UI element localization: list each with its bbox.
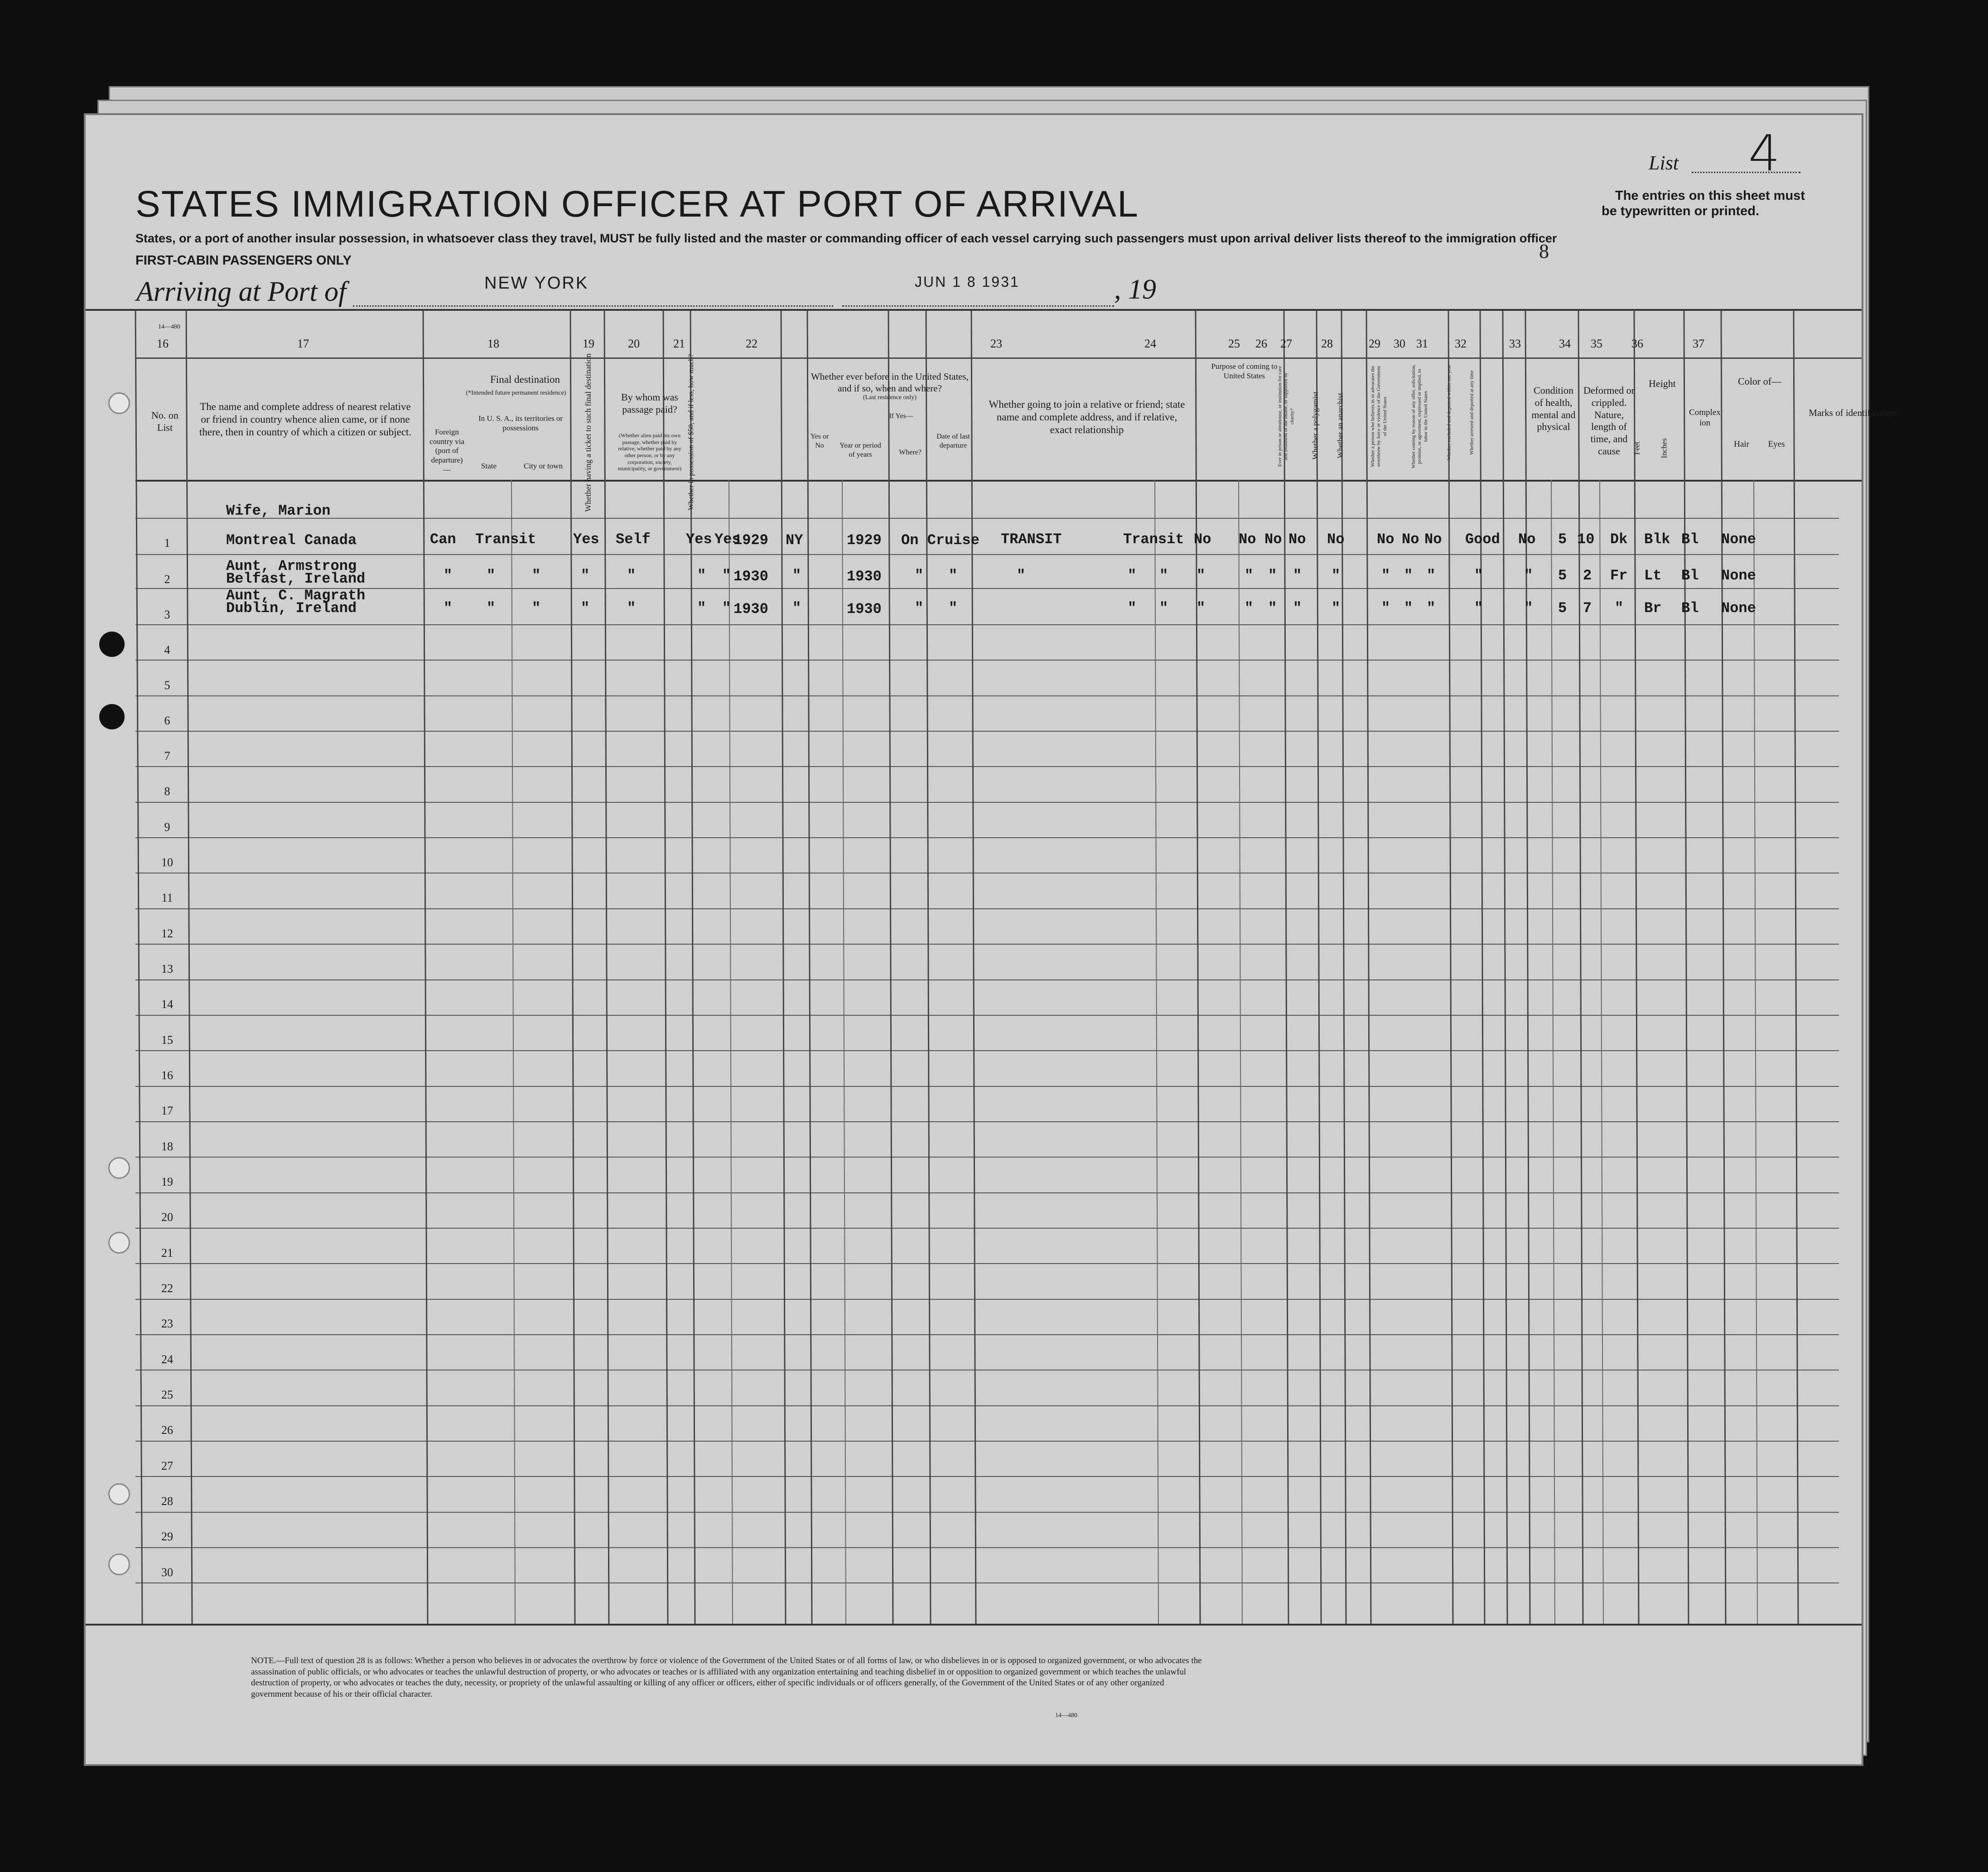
entry-3-ditto-purpose-a: ": [1128, 600, 1137, 617]
entry-2-ditto-join-a: ": [915, 567, 924, 584]
entry-2-hair: Lt: [1644, 567, 1662, 584]
col-36-sub-eyes: Eyes: [1768, 439, 1785, 449]
row-number: 7: [164, 749, 170, 762]
col-28-header: Whether a person who believes in or advocates the overthrow by force or violence of the Government of the United States: [1370, 366, 1388, 467]
row-number: 29: [161, 1530, 173, 1543]
entry-2-inches: 2: [1583, 567, 1592, 584]
row-number: 28: [161, 1495, 173, 1508]
entry-3-year: 1930: [733, 601, 768, 618]
entry-2-relative-name: Aunt, Armstrong: [226, 558, 357, 574]
entry-1-prison: No: [1239, 531, 1256, 548]
col-21-header: Whether in possession of $50, and if less, how much?: [687, 354, 695, 510]
entry-2-ditto-anarchist: ": [1293, 567, 1302, 584]
col-22-sub-year: Year or period of years: [840, 442, 881, 458]
entry-3-eyes: Bl: [1681, 600, 1699, 617]
col-20-header: By whom was passage paid?: [621, 391, 678, 415]
col-22-sub-where: Where?: [899, 449, 922, 456]
col-18-sub-state: State: [481, 462, 497, 470]
binder-hole: [99, 632, 125, 657]
entry-3-ditto-where: ": [792, 600, 801, 617]
row-number: 13: [161, 962, 173, 975]
entry-2-feet: 5: [1558, 567, 1567, 584]
row-number: 27: [161, 1459, 173, 1472]
entry-3-relative-name: Aunt, C. Magrath: [226, 587, 366, 604]
binder-hole: [108, 392, 130, 414]
col-22-note: (Last residence only): [863, 394, 917, 401]
col-31-number: 31: [1416, 337, 1428, 350]
entry-1-polygamist: No: [1264, 531, 1282, 548]
entry-1-relative-name: Wife, Marion: [226, 502, 331, 519]
col-20-number: 20: [628, 337, 640, 350]
entry-3-last-departure: 1930: [847, 601, 882, 618]
entry-1-health: Good: [1465, 531, 1500, 548]
col-34-header: Height: [1649, 378, 1676, 389]
col-37-number: 37: [1693, 337, 1704, 350]
col-34-sub-feet: Feet: [1632, 441, 1641, 455]
row-number: 30: [161, 1566, 173, 1579]
col-18-header: Final destination: [490, 374, 560, 385]
col-33-number: 33: [1509, 337, 1521, 350]
arriving-label: Arriving at Port of: [136, 276, 347, 307]
entry-3-ditto-excluded: ": [1404, 600, 1413, 617]
entry-1-purpose-b: No: [1194, 531, 1211, 548]
entry-3-ditto-purpose-b: ": [1159, 600, 1168, 617]
typewritten-note-1: The entries on this sheet must: [1615, 188, 1805, 203]
row-number: 20: [161, 1211, 173, 1224]
entry-2-ditto-city: ": [532, 567, 541, 584]
col-16-header: No. on List: [151, 410, 179, 433]
entry-3-ditto-money: ": [697, 600, 706, 617]
entry-1-foreign-country: Can: [430, 531, 456, 548]
entry-1-marks: None: [1721, 531, 1756, 548]
col-17-number: 17: [297, 337, 309, 350]
col-16-number: 16: [157, 337, 169, 350]
binder-hole: [108, 1232, 130, 1254]
row-number: 18: [161, 1140, 173, 1153]
entry-2-ditto-where: ": [792, 567, 801, 584]
col-24-header: Purpose of coming to United States: [1211, 362, 1278, 380]
entry-2-relative-address: Belfast, Ireland: [226, 570, 366, 587]
col-25-header: Ever in prison or almshouse, or institution for care and treatment of the insane, or supported by charity?: [1277, 366, 1295, 467]
entry-1-excluded: No: [1402, 531, 1419, 548]
entry-3-ditto-before: ": [722, 600, 731, 617]
col-22-if-yes: If Yes—: [889, 412, 913, 420]
entry-1-anarchist: No: [1288, 531, 1306, 548]
entry-2-eyes: Bl: [1681, 567, 1699, 584]
row-number: 1: [164, 536, 170, 550]
form-number-bottom: 14—480: [1055, 1712, 1077, 1719]
row-number: 19: [161, 1175, 173, 1188]
entry-3-ditto-join-a: ": [915, 600, 924, 617]
row-number: 16: [161, 1069, 173, 1082]
row-number: 9: [164, 820, 170, 834]
entry-3-complexion: ": [1615, 600, 1624, 617]
col-19-header: Whether having a ticket to such final destination: [584, 353, 593, 512]
entry-2-ditto-join-c: ": [1017, 567, 1026, 584]
list-label: List: [1649, 152, 1679, 174]
year-prefix: , 19: [1114, 274, 1156, 305]
entry-3-marks: None: [1721, 600, 1756, 617]
col-18-sub-foreign: Foreign country via (port of departure)—: [429, 428, 464, 474]
row-number: 17: [161, 1104, 173, 1117]
col-29-header: Whether coming by reason of any offer, solicitation, promise, or agreement, expressed or implied, to labor in the United States: [1410, 364, 1428, 469]
entry-3-ditto-overthrow: ": [1332, 600, 1341, 617]
entry-1-paid-by: Self: [616, 531, 651, 548]
col-36-sub-hair: Hair: [1734, 439, 1749, 449]
entry-3-ditto-state: ": [487, 600, 496, 617]
row-number: 11: [161, 891, 173, 904]
entry-1-complexion: Dk: [1610, 531, 1628, 548]
date-stamp: JUN 1 8 1931: [915, 274, 1020, 290]
row-number: 8: [164, 785, 170, 798]
col-18-sub-usa: In U. S. A., its territories or possessions: [478, 414, 563, 432]
col-32-header: Condition of health, mental and physical: [1531, 385, 1576, 433]
binder-hole: [108, 1157, 130, 1179]
entry-1-purpose-a: Transit: [1123, 531, 1184, 548]
entry-1-last-departure: 1929: [847, 532, 882, 549]
entry-1-joining-a: On Cruise: [901, 532, 980, 549]
port-stamp: NEW YORK: [484, 274, 589, 293]
entry-2-ditto-labor: ": [1381, 567, 1390, 584]
row-number: 25: [161, 1388, 173, 1401]
col-22-number: 22: [746, 337, 758, 350]
entry-3-ditto-health: ": [1474, 600, 1483, 617]
entry-1-relative-address: Montreal Canada: [226, 532, 357, 549]
entry-3-feet: 5: [1558, 600, 1567, 617]
entry-1-joining-b: TRANSIT: [1001, 531, 1062, 548]
binder-hole: [108, 1483, 130, 1505]
entry-2-ditto-purpose-b: ": [1159, 567, 1168, 584]
entry-1-money: Yes: [686, 531, 712, 548]
grid-lines: [86, 115, 1862, 1764]
col-36-number: 36: [1631, 337, 1643, 350]
entry-1-hair: Blk: [1644, 531, 1670, 548]
row-number: 21: [161, 1246, 173, 1259]
row-number: 26: [161, 1423, 173, 1437]
col-19-number: 19: [583, 337, 594, 350]
entry-2-ditto-health: ": [1474, 567, 1483, 584]
entry-2-ditto-money: ": [697, 567, 706, 584]
col-18-number: 18: [487, 337, 499, 350]
row-number: 4: [164, 643, 170, 656]
entry-2-ditto-country: ": [444, 567, 453, 584]
class-line: FIRST-CABIN PASSENGERS ONLY: [135, 253, 352, 268]
row-number: 6: [164, 714, 170, 727]
col-26-header: Whether a polygamist: [1311, 391, 1320, 460]
col-17-header: The name and complete address of nearest relative or friend in country whence alien came, or if none there, then in country of which a citizen or subject.: [199, 401, 412, 438]
entry-3-ditto-prison: ": [1245, 600, 1254, 617]
col-25-number: 25: [1228, 337, 1240, 350]
entry-3-inches: 7: [1583, 600, 1592, 617]
col-34-number: 34: [1559, 337, 1571, 350]
entry-1-deformed: No: [1518, 531, 1536, 548]
row-number: 15: [161, 1033, 173, 1047]
entry-3-ditto-deformed: ": [1524, 600, 1533, 617]
entry-1-before-us: Yes: [714, 531, 741, 548]
entry-2-ditto-join-b: ": [949, 567, 958, 584]
col-36-header: Color of—: [1738, 376, 1781, 387]
typewritten-note-2: be typewritten or printed.: [1602, 204, 1760, 218]
col-20-note: (Whether alien paid his own passage, whether paid by relative, whether paid by any other person, or by any corporation, society, municipality, or government): [618, 432, 682, 472]
row-number: 12: [161, 927, 173, 940]
entry-2-ditto-ticket: ": [581, 567, 590, 584]
entry-2-ditto-excluded: ": [1404, 567, 1413, 584]
binder-hole: [99, 704, 125, 729]
col-18-note: (*Intended future permanent residence): [466, 390, 566, 396]
entry-2-ditto-overthrow: ": [1332, 567, 1341, 584]
entry-3-ditto-paid: ": [627, 600, 636, 617]
row-number: 5: [164, 679, 170, 692]
col-29-number: 29: [1369, 337, 1380, 350]
form-subtitle: States, or a port of another insular possession, in whatsoever class they travel, MUST be fully listed and the master or commanding officer of each vessel carrying such passengers must upon arrival deliver lists thereof to the immigration officer: [135, 232, 1557, 245]
entry-2-marks: None: [1721, 567, 1756, 584]
col-26-number: 26: [1255, 337, 1267, 350]
col-22-sub-departure: Date of last departure: [936, 433, 970, 449]
entry-3-ditto-deported: ": [1427, 600, 1436, 617]
col-23-number: 23: [990, 337, 1002, 350]
row-number: 10: [161, 856, 173, 869]
col-35-number: 35: [1591, 337, 1602, 350]
entry-3-ditto-labor: ": [1381, 600, 1390, 617]
entry-2-year: 1930: [733, 568, 768, 585]
entry-3-relative-address: Dublin, Ireland: [226, 600, 357, 617]
manifest-sheet: [84, 113, 1896, 1766]
row-number: 22: [161, 1282, 173, 1295]
row-number: 23: [161, 1317, 173, 1330]
entry-2-ditto-state: ": [487, 567, 496, 584]
entry-2-ditto-polygamist: ": [1268, 567, 1277, 584]
entry-2-ditto-deported: ": [1427, 567, 1436, 584]
entry-3-ditto-country: ": [444, 600, 453, 617]
form-title: STATES IMMIGRATION OFFICER AT PORT OF ARRIVAL: [135, 183, 1139, 225]
col-30-number: 30: [1394, 337, 1405, 350]
entry-1-overthrow: No: [1327, 531, 1345, 548]
entry-3-ditto-purpose-c: ": [1197, 600, 1206, 617]
entry-2-ditto-purpose-c: ": [1197, 567, 1206, 584]
row-number: 3: [164, 608, 170, 621]
entry-3-ditto-city: ": [532, 600, 541, 617]
entry-1-inches: 10: [1577, 531, 1595, 548]
entry-1-labor: No: [1377, 531, 1394, 548]
col-31-header: Whether arrested and deported at any time: [1469, 370, 1475, 455]
row-number: 24: [161, 1353, 173, 1366]
col-37-header: Marks of identification: [1809, 407, 1896, 418]
col-22-header: Whether ever before in the United States, and if so, when and where?: [811, 371, 969, 394]
col-32-number: 32: [1455, 337, 1467, 350]
col-27-header: Whether an anarchist: [1336, 393, 1345, 458]
entry-1-feet: 5: [1558, 531, 1567, 548]
col-22-sub-yes-no: Yes or No: [810, 433, 829, 449]
entry-2-complexion: Fr: [1610, 567, 1628, 584]
entry-1-year: 1929: [733, 532, 768, 549]
entry-3-ditto-ticket: ": [581, 600, 590, 617]
row-number: 14: [161, 998, 173, 1011]
col-33-header: Deformed or crippled. Nature, length of time, and cause: [1583, 385, 1635, 457]
entry-1-where: NY: [786, 532, 803, 549]
col-21-number: 21: [673, 337, 685, 350]
entry-3-ditto-anarchist: ": [1293, 600, 1302, 617]
entry-3-ditto-join-b: ": [949, 600, 958, 617]
row-number: 2: [164, 573, 170, 586]
col-24-number: 24: [1144, 337, 1156, 350]
question-28-footnote: NOTE.—Full text of question 28 is as follows: Whether a person who believes in or advocates the overthrow by force or violence of the Government of the United States or of all forms of law, or who disbelieves in or is opposed to organized government, or who advocates the assassination of public officials, or who advocates or teaches the unlawful destruction of property, or who advocates or teaches or is affiliated with any organization entertaining and teaching disbelief in or opposition to organized government or which teaches the unlawful destruction of property, or who advocates or teaches the duty, necessity, or propriety of the unlawful assaulting or killing of any officer or officers, either of specific individuals or of officers generally, of the Government of the United States or of any other organized government because of his or their official character.: [251, 1656, 1202, 1699]
entry-2-last-departure: 1930: [847, 568, 882, 585]
entry-3-ditto-polygamist: ": [1268, 600, 1277, 617]
col-28-number: 28: [1321, 337, 1333, 350]
col-23-header: Whether going to join a relative or friend; state name and complete address, and if relative, exact relationship: [989, 399, 1185, 436]
entry-2-ditto-deformed: ": [1524, 567, 1533, 584]
entry-1-ticket: Yes: [573, 531, 599, 548]
col-27-number: 27: [1280, 337, 1292, 350]
binder-hole: [108, 1554, 130, 1575]
entry-2-ditto-purpose-a: ": [1128, 567, 1137, 584]
sheet-mark: 8: [1539, 240, 1549, 262]
col-18-sub-city: City or town: [524, 462, 563, 470]
entry-3-hair: Br: [1644, 600, 1662, 617]
entry-1-state: Transit: [475, 531, 536, 548]
entry-1-eyes: Bl: [1681, 531, 1699, 548]
col-35-header: Complexion: [1689, 408, 1721, 428]
col-30-header: Whether excluded and deported within one year: [1446, 365, 1452, 461]
entry-1-deported: No: [1424, 531, 1442, 548]
entry-2-ditto-before: ": [722, 567, 731, 584]
entry-2-ditto-prison: ": [1245, 567, 1254, 584]
form-number-top: 14—480: [158, 323, 180, 330]
col-34-sub-inches: Inches: [1660, 438, 1669, 458]
entry-2-ditto-paid: ": [627, 567, 636, 584]
list-number: 4: [1748, 124, 1780, 182]
